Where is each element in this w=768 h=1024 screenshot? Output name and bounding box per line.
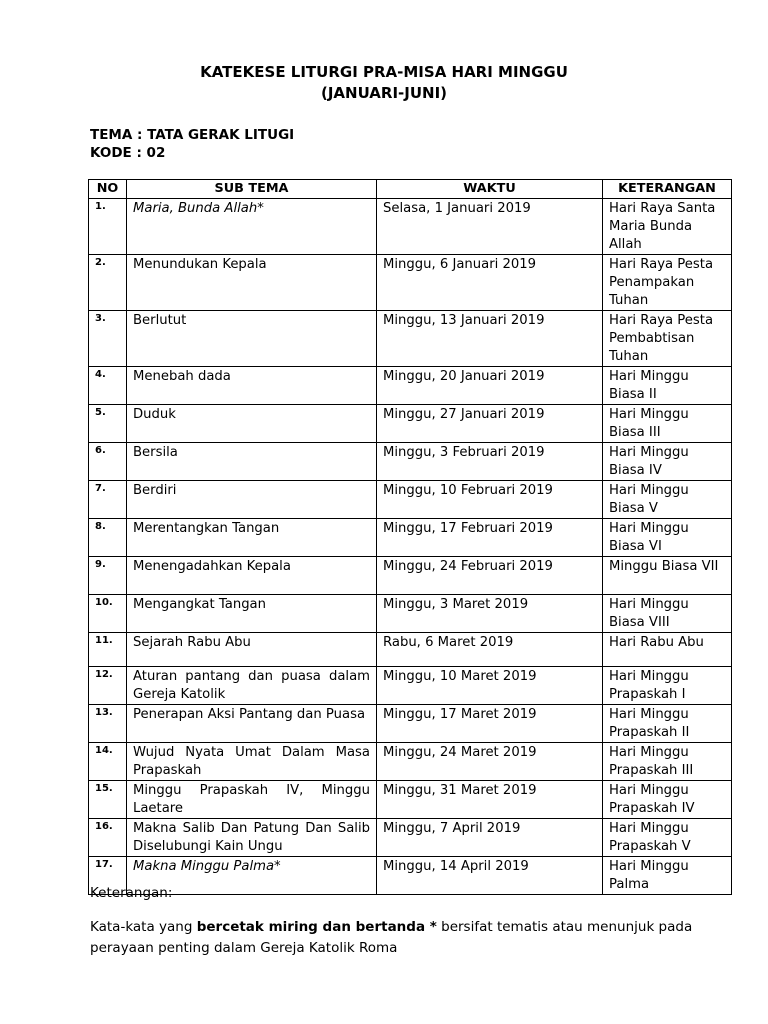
row-keterangan: Hari Rabu Abu [603,633,732,667]
document-title: KATEKESE LITURGI PRA-MISA HARI MINGGU [200,63,568,81]
header-waktu: WAKTU [377,180,603,199]
row-sub-tema: Sejarah Rabu Abu [127,633,377,667]
notes-text-bold: bercetak miring dan bertanda * [196,919,437,935]
table-row [89,667,732,705]
row-keterangan: Hari Minggu Biasa II [603,367,732,405]
row-sub-tema: Aturan pantang dan puasa dalam Gereja Katolik [127,667,377,705]
row-keterangan: Hari Minggu Biasa VIII [603,595,732,633]
row-waktu: Selasa, 1 Januari 2019 [377,199,603,255]
table-row [89,633,732,667]
row-waktu: Minggu, 3 Februari 2019 [377,443,603,481]
notes-text-before: Kata-kata yang [90,919,197,935]
row-number: 16. [89,819,127,857]
row-waktu: Minggu, 20 Januari 2019 [377,367,603,405]
row-waktu: Minggu, 24 Maret 2019 [377,743,603,781]
row-number: 15. [89,781,127,819]
table-row [89,481,732,519]
row-number: 12. [89,667,127,705]
row-number: 8. [89,519,127,557]
row-sub-tema: Wujud Nyata Umat Dalam Masa Prapaskah [127,743,377,781]
row-sub-tema: Berlutut [127,311,377,367]
theme-label: TEMA : TATA GERAK LITUGI [90,127,295,143]
row-keterangan: Hari Raya Pesta Penampakan Tuhan [603,255,732,311]
row-keterangan: Hari Minggu Prapaskah I [603,667,732,705]
row-number: 10. [89,595,127,633]
row-keterangan: Hari Minggu Prapaskah III [603,743,732,781]
notes-label: Keterangan: [90,885,173,901]
table-row [89,443,732,481]
row-keterangan: Hari Minggu Biasa IV [603,443,732,481]
row-keterangan: Hari Minggu Biasa VI [603,519,732,557]
row-waktu: Minggu, 7 April 2019 [377,819,603,857]
notes-text-after: bersifat tematis atau menunjuk pada perayaan penting dalam Gereja Katolik Roma [90,919,693,956]
row-waktu: Minggu, 17 Februari 2019 [377,519,603,557]
row-keterangan: Hari Minggu Prapaskah II [603,705,732,743]
row-number: 14. [89,743,127,781]
row-number: 6. [89,443,127,481]
table-row [89,311,732,367]
table-row [89,367,732,405]
table-row [89,857,732,895]
row-waktu: Minggu, 27 Januari 2019 [377,405,603,443]
table-row [89,557,732,595]
row-number: 2. [89,255,127,311]
row-sub-tema: Maria, Bunda Allah* [127,199,377,255]
row-number: 13. [89,705,127,743]
row-waktu: Minggu, 10 Maret 2019 [377,667,603,705]
row-sub-tema: Makna Salib Dan Patung Dan Salib Diselubungi Kain Ungu [127,819,377,857]
row-keterangan: Hari Raya Santa Maria Bunda Allah [603,199,732,255]
table-row [89,199,732,255]
row-keterangan: Minggu Biasa VII [603,557,732,595]
row-keterangan: Hari Minggu Palma [603,857,732,895]
row-keterangan: Hari Minggu Prapaskah IV [603,781,732,819]
header-keterangan: KETERANGAN [603,180,732,199]
row-waktu: Minggu, 24 Februari 2019 [377,557,603,595]
header-sub-tema: SUB TEMA [127,180,377,199]
row-waktu: Rabu, 6 Maret 2019 [377,633,603,667]
row-number: 4. [89,367,127,405]
row-number: 3. [89,311,127,367]
notes-text [90,917,710,959]
schedule-table [88,179,732,895]
row-waktu: Minggu, 17 Maret 2019 [377,705,603,743]
row-waktu: Minggu, 31 Maret 2019 [377,781,603,819]
row-keterangan: Hari Minggu Biasa III [603,405,732,443]
row-number: 5. [89,405,127,443]
row-waktu: Minggu, 14 April 2019 [377,857,603,895]
table-row [89,819,732,857]
row-sub-tema: Mengangkat Tangan [127,595,377,633]
row-waktu: Minggu, 6 Januari 2019 [377,255,603,311]
row-waktu: Minggu, 10 Februari 2019 [377,481,603,519]
table-row [89,255,732,311]
row-sub-tema: Makna Minggu Palma* [127,857,377,895]
table-row [89,743,732,781]
header-no: NO [89,180,127,199]
table-body [89,199,732,895]
row-sub-tema: Menengadahkan Kepala [127,557,377,595]
row-keterangan: Hari Minggu Biasa V [603,481,732,519]
row-waktu: Minggu, 3 Maret 2019 [377,595,603,633]
row-sub-tema: Penerapan Aksi Pantang dan Puasa [127,705,377,743]
row-sub-tema: Bersila [127,443,377,481]
table-row [89,405,732,443]
table-row [89,595,732,633]
row-number: 17. [89,857,127,895]
row-sub-tema: Duduk [127,405,377,443]
row-number: 11. [89,633,127,667]
row-sub-tema: Menebah dada [127,367,377,405]
row-keterangan: Hari Minggu Prapaskah V [603,819,732,857]
table-row [89,705,732,743]
table-row [89,519,732,557]
row-number: 9. [89,557,127,595]
table-header-row [89,180,732,199]
row-number: 1. [89,199,127,255]
row-keterangan: Hari Raya Pesta Pembabtisan Tuhan [603,311,732,367]
row-sub-tema: Menundukan Kepala [127,255,377,311]
code-label: KODE : 02 [90,145,166,161]
document-subtitle: (JANUARI-JUNI) [320,84,448,102]
row-sub-tema: Berdiri [127,481,377,519]
row-sub-tema: Merentangkan Tangan [127,519,377,557]
table-row [89,781,732,819]
row-waktu: Minggu, 13 Januari 2019 [377,311,603,367]
row-number: 7. [89,481,127,519]
row-sub-tema: Minggu Prapaskah IV, Minggu Laetare [127,781,377,819]
